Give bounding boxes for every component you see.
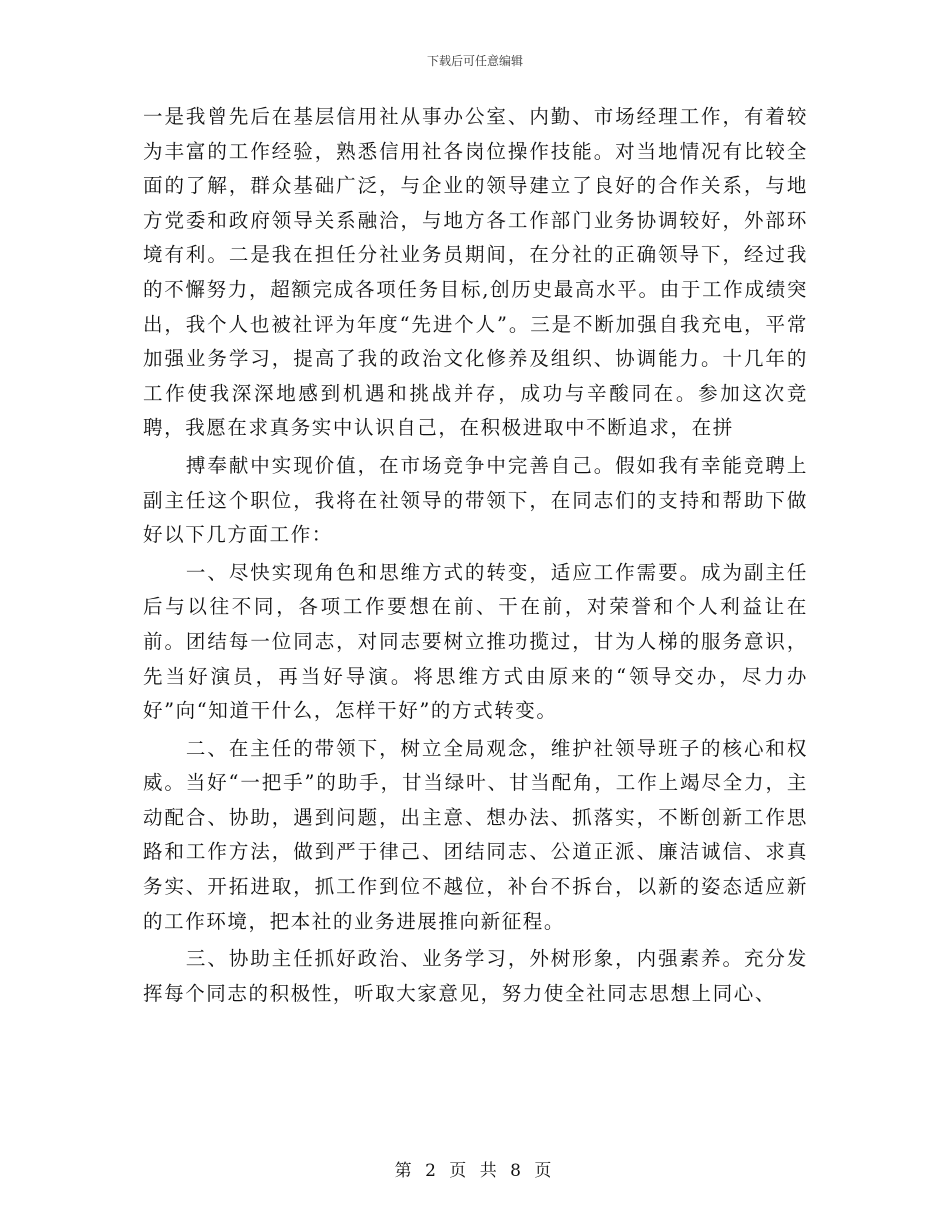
paragraph-3: 一、尽快实现角色和思维方式的转变，适应工作需要。成为副主任后与以往不同，各项工作要想在前、干在前，对荣誉和个人利益让在前。团结每一位同志，对同志要树立推功揽过，甘为人梯的服务意识，先当好演员，再当好导演。将思维方式由原来的“领导交办，尽力办好”向“知道干什么，怎样干好”的方式转变。 bbox=[143, 560, 808, 723]
document-body bbox=[143, 100, 808, 1014]
paragraph-4: 二、在主任的带领下，树立全局观念，维护社领导班子的核心和权威。当好“一把手”的助手，甘当绿叶、甘当配角，工作上竭尽全力，主动配合、协助，遇到问题，出主意、想办法、抓落实，不断创新工作思路和工作方法，做到严于律己、团结同志、公道正派、廉洁诚信、求真务实、开拓进取，抓工作到位不越位，补台不拆台，以新的姿态适应新的工作环境，把本社的业务进展推向新征程。 bbox=[143, 736, 808, 933]
paragraph-5: 三、协助主任抓好政治、业务学习，外树形象，内强素养。充分发挥每个同志的积极性，听取大家意见，努力使全社同志思想上同心、 bbox=[143, 947, 808, 1005]
page-header-note: 下载后可任意编辑 bbox=[426, 54, 523, 68]
page-number: 第 2 页 共 8 页 bbox=[394, 1161, 556, 1181]
paragraph-1: 一是我曾先后在基层信用社从事办公室、内勤、市场经理工作，有着较为丰富的工作经验，熟悉信用社各岗位操作技能。对当地情况有比较全面的了解，群众基础广泛，与企业的领导建立了良好的合作关系，与地方党委和政府领导关系融洽，与地方各工作部门业务协调较好，外部环境有利。二是我在担任分社业务员期间，在分社的正确领导下，经过我的不懈努力，超额完成各项任务目标,创历史最高水平。由于工作成绩突出，我个人也被社评为年度“先进个人”。三是不断加强自我充电，平常加强业务学习，提高了我的政治文化修养及组织、协调能力。十几年的工作使我深深地感到机遇和挑战并存，成功与辛酸同在。参加这次竞聘，我愿在求真务实中认识自己，在积极进取中不断追求，在拼 bbox=[143, 105, 808, 440]
paragraph-2: 搏奉献中实现价值，在市场竞争中完善自己。假如我有幸能竞聘上副主任这个职位，我将在社领导的带领下，在同志们的支持和帮助下做好以下几方面工作： bbox=[143, 453, 808, 547]
